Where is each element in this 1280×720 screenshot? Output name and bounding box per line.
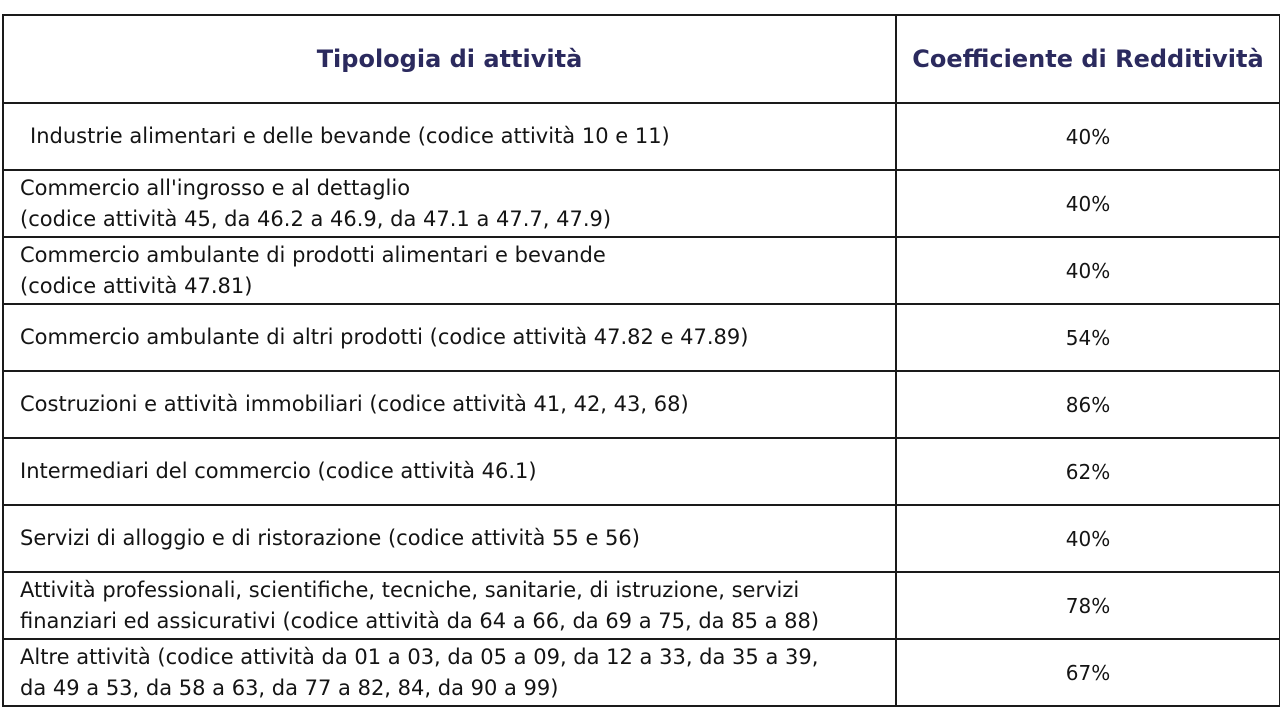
activity-text: Commercio ambulante di prodotti alimentari e bevande [20,242,606,267]
activity-text: Altre attività (codice attività da 01 a 03, da 05 a 09, da 12 a 33, da 35 a 39, [20,644,819,669]
table-row [3,237,1280,304]
activity-text: Commercio all'ingrosso e al dettaglio [20,175,411,200]
activity-cell [3,572,896,639]
table-row [3,103,1280,170]
activity-text: Costruzioni e attività immobiliari (codice attività 41, 42, 43, 68) [20,392,689,416]
activity-cell [3,170,896,237]
activity-cell [3,237,896,304]
activity-text: Attività professionali, scientifiche, tecniche, sanitarie, di istruzione, servizi [20,577,800,602]
activity-text: (codice attività 45, da 46.2 a 46.9, da 47.1 a 47.7, 47.9) [20,206,612,231]
activity-text: da 49 a 53, da 58 a 63, da 77 a 82, 84, da 90 a 99) [20,675,559,700]
coefficient-cell: 40% [896,170,1280,237]
activity-text: Industrie alimentari e delle bevande (codice attività 10 e 11) [30,124,670,148]
table-row [3,304,1280,371]
coefficient-cell: 86% [896,371,1280,438]
activity-text: Commercio ambulante di altri prodotti (codice attività 47.82 e 47.89) [20,325,749,349]
table-header-row [3,15,1280,103]
coefficient-cell: 40% [896,237,1280,304]
header-activity-type: Tipologia di attività [3,15,896,103]
table-row [3,572,1280,639]
header-profitability-coefficient: Coefficiente di Redditività [896,15,1280,103]
coefficient-cell: 62% [896,438,1280,505]
activity-cell [3,505,896,572]
table-row [3,505,1280,572]
activity-cell [3,438,896,505]
activity-text: Intermediari del commercio (codice attività 46.1) [20,459,537,483]
activity-text: Servizi di alloggio e di ristorazione (codice attività 55 e 56) [20,526,640,550]
coefficient-cell: 40% [896,505,1280,572]
activity-text: finanziari ed assicurativi (codice attività da 64 a 66, da 69 a 75, da 85 a 88) [20,608,820,633]
table-row [3,371,1280,438]
coefficient-cell: 78% [896,572,1280,639]
coefficient-cell: 67% [896,639,1280,706]
table-row [3,639,1280,706]
activity-cell [3,304,896,371]
table-row [3,170,1280,237]
activity-cell [3,103,896,170]
activity-text: (codice attività 47.81) [20,273,253,298]
coefficient-cell: 40% [896,103,1280,170]
table-row [3,438,1280,505]
activity-cell [3,639,896,706]
coefficient-cell: 54% [896,304,1280,371]
activity-cell [3,371,896,438]
coefficients-table [2,14,1280,707]
